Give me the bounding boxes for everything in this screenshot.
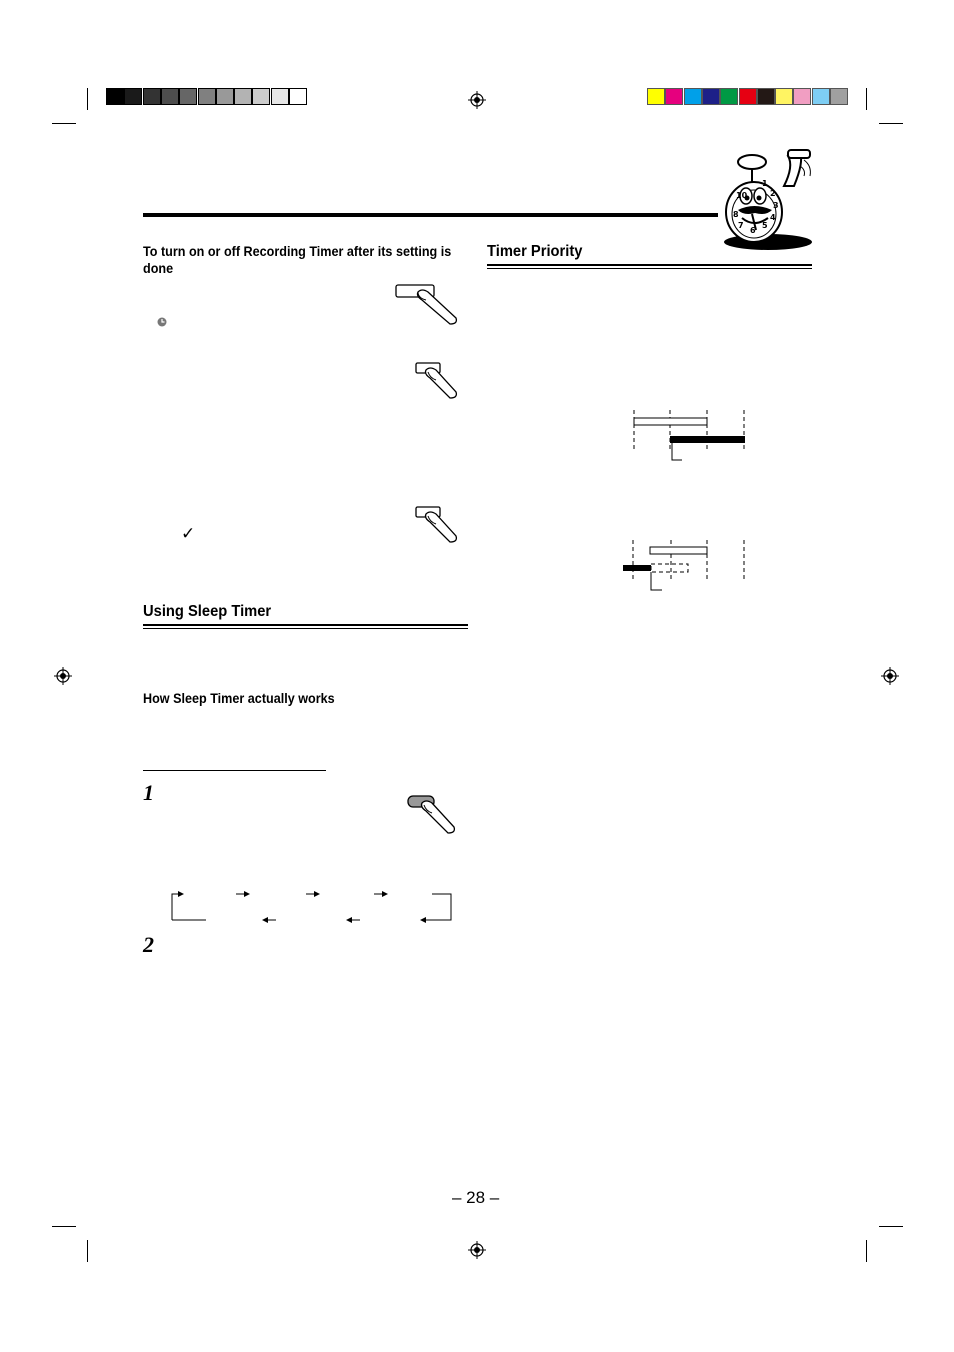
step-2-number: 2 xyxy=(143,932,154,957)
how-sleep-works-heading: How Sleep Timer actually works xyxy=(143,690,335,706)
crop-mark xyxy=(866,88,867,110)
gray-swatch xyxy=(106,88,124,105)
registration-mark-icon xyxy=(881,667,899,685)
gray-swatch xyxy=(179,88,197,105)
gray-swatch xyxy=(216,88,234,105)
crop-mark xyxy=(52,123,76,124)
svg-text:6: 6 xyxy=(750,226,756,235)
color-swatch xyxy=(665,88,683,105)
section-rule xyxy=(487,264,812,266)
svg-text:3: 3 xyxy=(773,201,779,210)
finger-press-icon xyxy=(394,282,464,326)
color-swatch xyxy=(720,88,738,105)
gray-swatch xyxy=(252,88,270,105)
registration-mark-icon xyxy=(468,1241,486,1259)
color-swatch xyxy=(757,88,775,105)
gray-swatch xyxy=(124,88,142,105)
svg-text:4: 4 xyxy=(770,213,776,222)
color-swatch xyxy=(702,88,720,105)
gray-swatch xyxy=(289,88,307,105)
svg-text:10: 10 xyxy=(736,191,748,200)
crop-mark xyxy=(879,1226,903,1227)
header-rule xyxy=(143,213,718,217)
timer-priority-diagram-2 xyxy=(620,538,750,594)
divider xyxy=(143,770,326,771)
gray-swatch xyxy=(271,88,289,105)
svg-text:7: 7 xyxy=(738,221,744,230)
timer-priority-diagram-1 xyxy=(630,408,750,464)
svg-text:5: 5 xyxy=(762,221,768,230)
color-swatch xyxy=(684,88,702,105)
svg-text:1: 1 xyxy=(762,179,768,188)
crop-mark xyxy=(866,1240,867,1262)
gray-swatch xyxy=(161,88,179,105)
color-swatch xyxy=(830,88,848,105)
color-swatch xyxy=(775,88,793,105)
color-swatch xyxy=(739,88,757,105)
step-1-number: 1 xyxy=(143,780,154,805)
timer-priority-heading: Timer Priority xyxy=(487,243,583,260)
page-number: – 28 – xyxy=(452,1188,500,1207)
gray-swatch xyxy=(198,88,216,105)
color-swatch xyxy=(793,88,811,105)
crop-mark xyxy=(879,123,903,124)
check-mark: ✓ xyxy=(181,524,196,544)
section-rule xyxy=(143,624,468,626)
recording-timer-heading: To turn on or off Recording Timer after its setting is done xyxy=(143,243,452,276)
svg-text:2: 2 xyxy=(770,189,776,198)
finger-press-icon xyxy=(414,360,464,404)
clock-icon xyxy=(157,317,167,327)
finger-press-icon xyxy=(406,793,462,839)
registration-mark-icon xyxy=(54,667,72,685)
svg-text:8: 8 xyxy=(733,210,739,219)
registration-mark-icon xyxy=(468,91,486,109)
sleep-cycle-arrows xyxy=(170,888,454,922)
section-rule xyxy=(487,268,812,269)
finger-press-icon xyxy=(414,504,464,548)
crop-mark xyxy=(87,1240,88,1262)
gray-swatch xyxy=(143,88,161,105)
color-swatch xyxy=(647,88,665,105)
crop-mark xyxy=(87,88,88,110)
sleep-timer-heading: Using Sleep Timer xyxy=(143,603,272,620)
gray-swatch xyxy=(234,88,252,105)
color-swatch xyxy=(812,88,830,105)
section-rule xyxy=(143,628,468,629)
alarm-clock-mascot-icon xyxy=(716,146,816,256)
crop-mark xyxy=(52,1226,76,1227)
